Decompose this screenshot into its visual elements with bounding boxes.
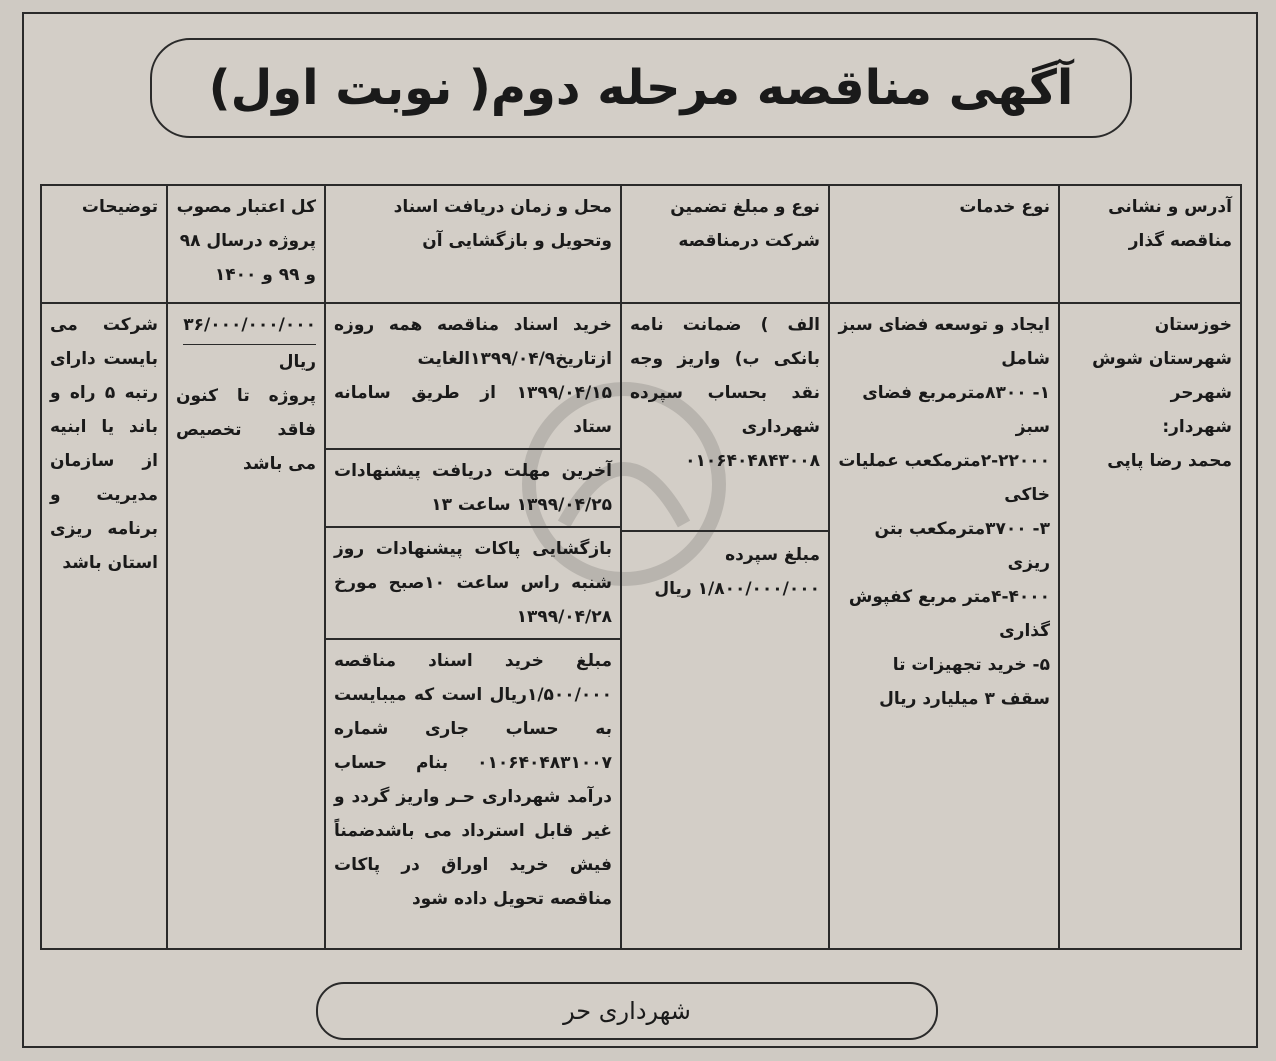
address-province: خوزستان [1154,315,1232,335]
service-item: ۳- ۳۷۰۰مترمکعب بتن ریزی [874,519,1050,573]
deposit-block [622,530,828,606]
header-address: آدرس و نشانی مناقصه گذار [1059,185,1241,303]
guarantee-text: الف ) ضمانت نامه بانکی ب) واریز وجه نقد بحساب سپرده شهرداری ۰۱۰۶۴۰۴۸۴۳۰۰۸ [630,315,820,471]
budget-amount: ۳۶/۰۰۰/۰۰۰/۰۰۰ [183,308,316,345]
announcement-page [22,12,1258,1048]
footer-signature: شهرداری حر [563,997,691,1025]
address-cell [1059,303,1241,949]
header-row [41,185,1241,303]
budget-note: پروژه تا کنون فاقد تخصیص می باشد [176,386,316,474]
services-intro: ایجاد و توسعه فضای سبز شامل [838,315,1050,369]
body-row [41,303,1241,949]
documents-fee: مبلغ خرید اسناد مناقصه ۱/۵۰۰/۰۰۰ریال است که میبایست به حساب جاری شماره ۰۱۰۶۴۰۴۸۳۱۰۰۷ بنام حساب درآمد شهرداری حـر واریز گردد و غیر قابل استرداد می باشدضمناً فیش خرید اوراق در پاکات مناقصه تحویل داده شود [334,651,612,909]
documents-purchase: خرید اسناد مناقصه همه روزه ازتاریخ۱۳۹۹/۰۴/۹الغایت ۱۳۹۹/۰۴/۱۵ از طریق سامانه ستاد [326,304,620,450]
header-documents: محل و زمان دریافت اسناد وتحویل و بازگشایی آن [325,185,621,303]
notes-text: شرکت می بایست دارای رتبه ۵ راه و باند یا ابنیه از سازمان مدیریت و برنامه ریزی استان باشد [50,315,158,573]
services-cell [829,303,1059,949]
header-guarantee: نوع و مبلغ تضمین شرکت درمناقصه [621,185,829,303]
budget-cell [167,303,325,949]
guarantee-cell [621,303,829,949]
tender-table [40,184,1242,950]
mayor-name: محمد رضا پاپی [1107,451,1232,471]
announcement-title: آگهی مناقصه مرحله دوم( نوبت اول) [208,60,1074,116]
documents-deadline: آخرین مهلت دریافت پیشنهادات ۱۳۹۹/۰۴/۲۵ ساعت ۱۳ [326,450,620,528]
budget-unit: ریال [278,352,316,372]
documents-cell [325,303,621,949]
deposit-label: مبلغ سپرده [725,545,820,565]
header-budget: کل اعتبار مصوب پروژه درسال ۹۸ و ۹۹ و ۱۴۰۰ [167,185,325,303]
address-city: شهرستان شوش شهرحر [1092,349,1232,403]
service-item: ۲-۲۲۰۰۰مترمکعب عملیات خاکی [838,451,1050,505]
deposit-amount: ۱/۸۰۰/۰۰۰/۰۰۰ ریال [654,579,820,599]
documents-opening: بازگشایی پاکات پیشنهادات روز شنبه راس ساعت ۱۰صبح مورخ ۱۳۹۹/۰۴/۲۸ [326,528,620,640]
service-item: ۵- خرید تجهیزات تا سقف ۳ میلیارد ریال [879,655,1050,709]
documents-stack [326,304,620,920]
service-item: ۴-۴۰۰۰متر مربع کفپوش گذاری [848,587,1050,641]
footer-frame [316,982,938,1040]
header-notes: توضیحات [41,185,167,303]
header-services: نوع خدمات [829,185,1059,303]
service-item: ۱- ۸۳۰۰مترمربع فضای سبز [862,383,1050,437]
mayor-label: شهردار: [1162,417,1232,437]
notes-cell [41,303,167,949]
title-frame [150,38,1132,138]
